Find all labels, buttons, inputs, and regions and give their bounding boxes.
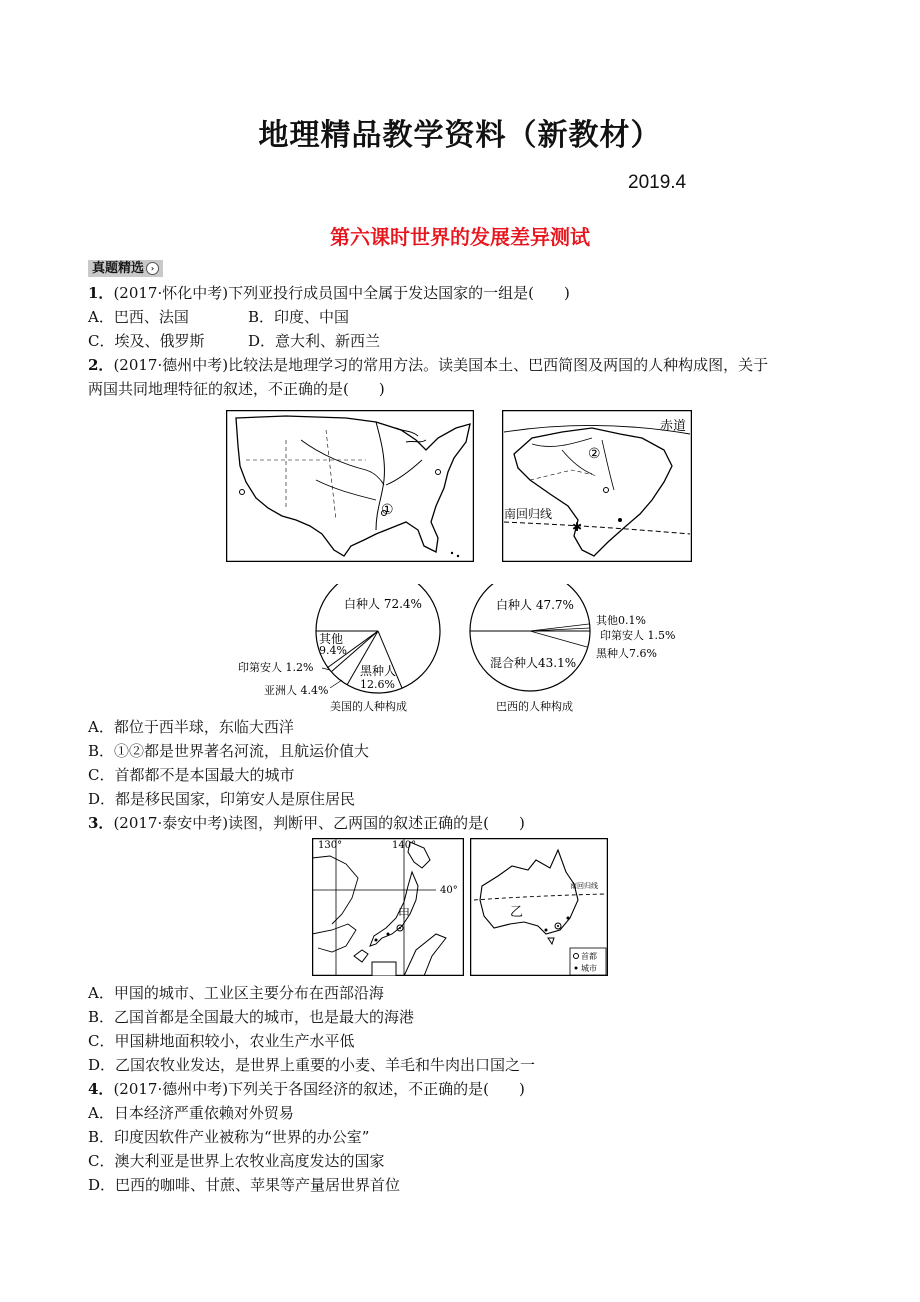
legend-capital-label: 首都 — [581, 952, 597, 961]
q4-number: 4． — [88, 1080, 114, 1098]
q2-option-a: A．都位于西半球，东临大西洋 — [88, 718, 294, 736]
city-legend-icon — [575, 967, 578, 970]
brazil-map — [502, 410, 692, 562]
river-2-label: ② — [588, 446, 601, 462]
section-badge-label: 真题精选 — [92, 261, 145, 276]
river-1-label: ① — [381, 502, 394, 518]
q3-number: 3． — [88, 814, 114, 832]
q3-option-a: A．甲国的城市、工业区主要分布在西部沿海 — [88, 984, 384, 1002]
usa-other-value: 9.4% — [319, 644, 347, 657]
page-title: 地理精品教学资料（新教材） — [258, 118, 662, 153]
australia-map — [470, 838, 608, 976]
usa-pie-caption: 美国的人种构成 — [330, 700, 407, 713]
brazil-pie-caption: 巴西的人种构成 — [496, 700, 573, 713]
q4-option-d: D．巴西的咖啡、甘蔗、苹果等产量居世界首位 — [88, 1176, 401, 1194]
brazil-other-label: 其他0.1% — [596, 614, 646, 627]
country-yi-label: 乙 — [510, 905, 524, 920]
usa-white-label: 白种人 72.4% — [344, 597, 422, 611]
lesson-title: 第六课时世界的发展差异测试 — [330, 225, 590, 249]
q4-option-b: B．印度因软件产业被称为“世界的办公室” — [88, 1128, 370, 1146]
q2-option-c: C．首都都不是本国最大的城市 — [88, 766, 295, 784]
q2-stem-text: (2017·德州中考)比较法是地理学习的常用方法。读美国本土、巴西简图及两国的人种构成图，关于 — [113, 356, 769, 374]
q3-stem-text: (2017·泰安中考)读图，判断甲、乙两国的叙述正确的是( ) — [113, 814, 525, 832]
japan-map — [312, 838, 464, 976]
lon-130-label: 130° — [318, 840, 343, 851]
usa-other-label: 其他 — [319, 632, 344, 646]
section-badge — [88, 260, 163, 277]
usa-asian-label: 亚洲人 4.4% — [264, 684, 329, 697]
q1-stem — [88, 283, 570, 303]
country-jia-label: 甲 — [398, 907, 411, 921]
usa-black-value: 12.6% — [360, 678, 395, 691]
date-label: 2019.4 — [628, 172, 687, 193]
usa-black-label: 黑种人 — [360, 664, 397, 678]
usa-pie-chart — [230, 584, 450, 714]
brazil-mixed-label: 混合种人43.1% — [490, 656, 577, 670]
q3-option-d: D．乙国农牧业发达，是世界上重要的小麦、羊毛和牛肉出口国之一 — [88, 1056, 536, 1074]
q4-stem — [88, 1079, 525, 1099]
q2-option-d: D．都是移民国家，印第安人是原住居民 — [88, 790, 356, 808]
brazil-white-label: 白种人 47.7% — [496, 598, 574, 612]
lon-140-label: 140° — [392, 840, 417, 851]
brazil-black-label: 黑种人7.6% — [596, 647, 657, 660]
q2-stem-line1 — [88, 355, 768, 375]
lat-40-label: 40° — [440, 885, 458, 896]
q2-option-b: B．①②都是世界著名河流，且航运价值大 — [88, 742, 370, 760]
brazil-indian-label: 印第安人 1.5% — [600, 629, 676, 642]
q4-option-c: C．澳大利亚是世界上农牧业高度发达的国家 — [88, 1152, 385, 1170]
q1-option-d: D．意大利、新西兰 — [248, 332, 381, 350]
circled-arrow-icon: › — [146, 262, 159, 275]
brazil-pie-chart — [468, 584, 698, 714]
q1-option-a: A．巴西、法国 — [88, 308, 189, 326]
usa-indian-label: 印第安人 1.2% — [238, 661, 314, 674]
q3-stem — [88, 813, 525, 833]
star-icon: ✱ — [572, 520, 583, 534]
q2-stem-line2: 两国共同地理特征的叙述，不正确的是( ) — [88, 380, 385, 398]
q4-option-a: A．日本经济严重依赖对外贸易 — [88, 1104, 294, 1122]
legend-city-label: 城市 — [581, 964, 597, 973]
q2-number: 2． — [88, 356, 114, 374]
q1-option-c: C．埃及、俄罗斯 — [88, 332, 205, 350]
q3-tropic-label: 南回归线 — [570, 882, 598, 890]
q1-number: 1． — [88, 284, 114, 302]
equator-label: 赤道 — [660, 419, 687, 434]
q1-stem-text: (2017·怀化中考)下列亚投行成员国中全属于发达国家的一组是( ) — [113, 284, 570, 302]
tropic-label: 南回归线 — [504, 507, 553, 521]
q4-stem-text: (2017·德州中考)下列关于各国经济的叙述，不正确的是( ) — [113, 1080, 525, 1098]
usa-map — [226, 410, 474, 562]
q3-option-b: B．乙国首都是全国最大的城市，也是最大的海港 — [88, 1008, 415, 1026]
q3-option-c: C．甲国耕地面积较小，农业生产水平低 — [88, 1032, 355, 1050]
q1-option-b: B．印度、中国 — [248, 308, 350, 326]
